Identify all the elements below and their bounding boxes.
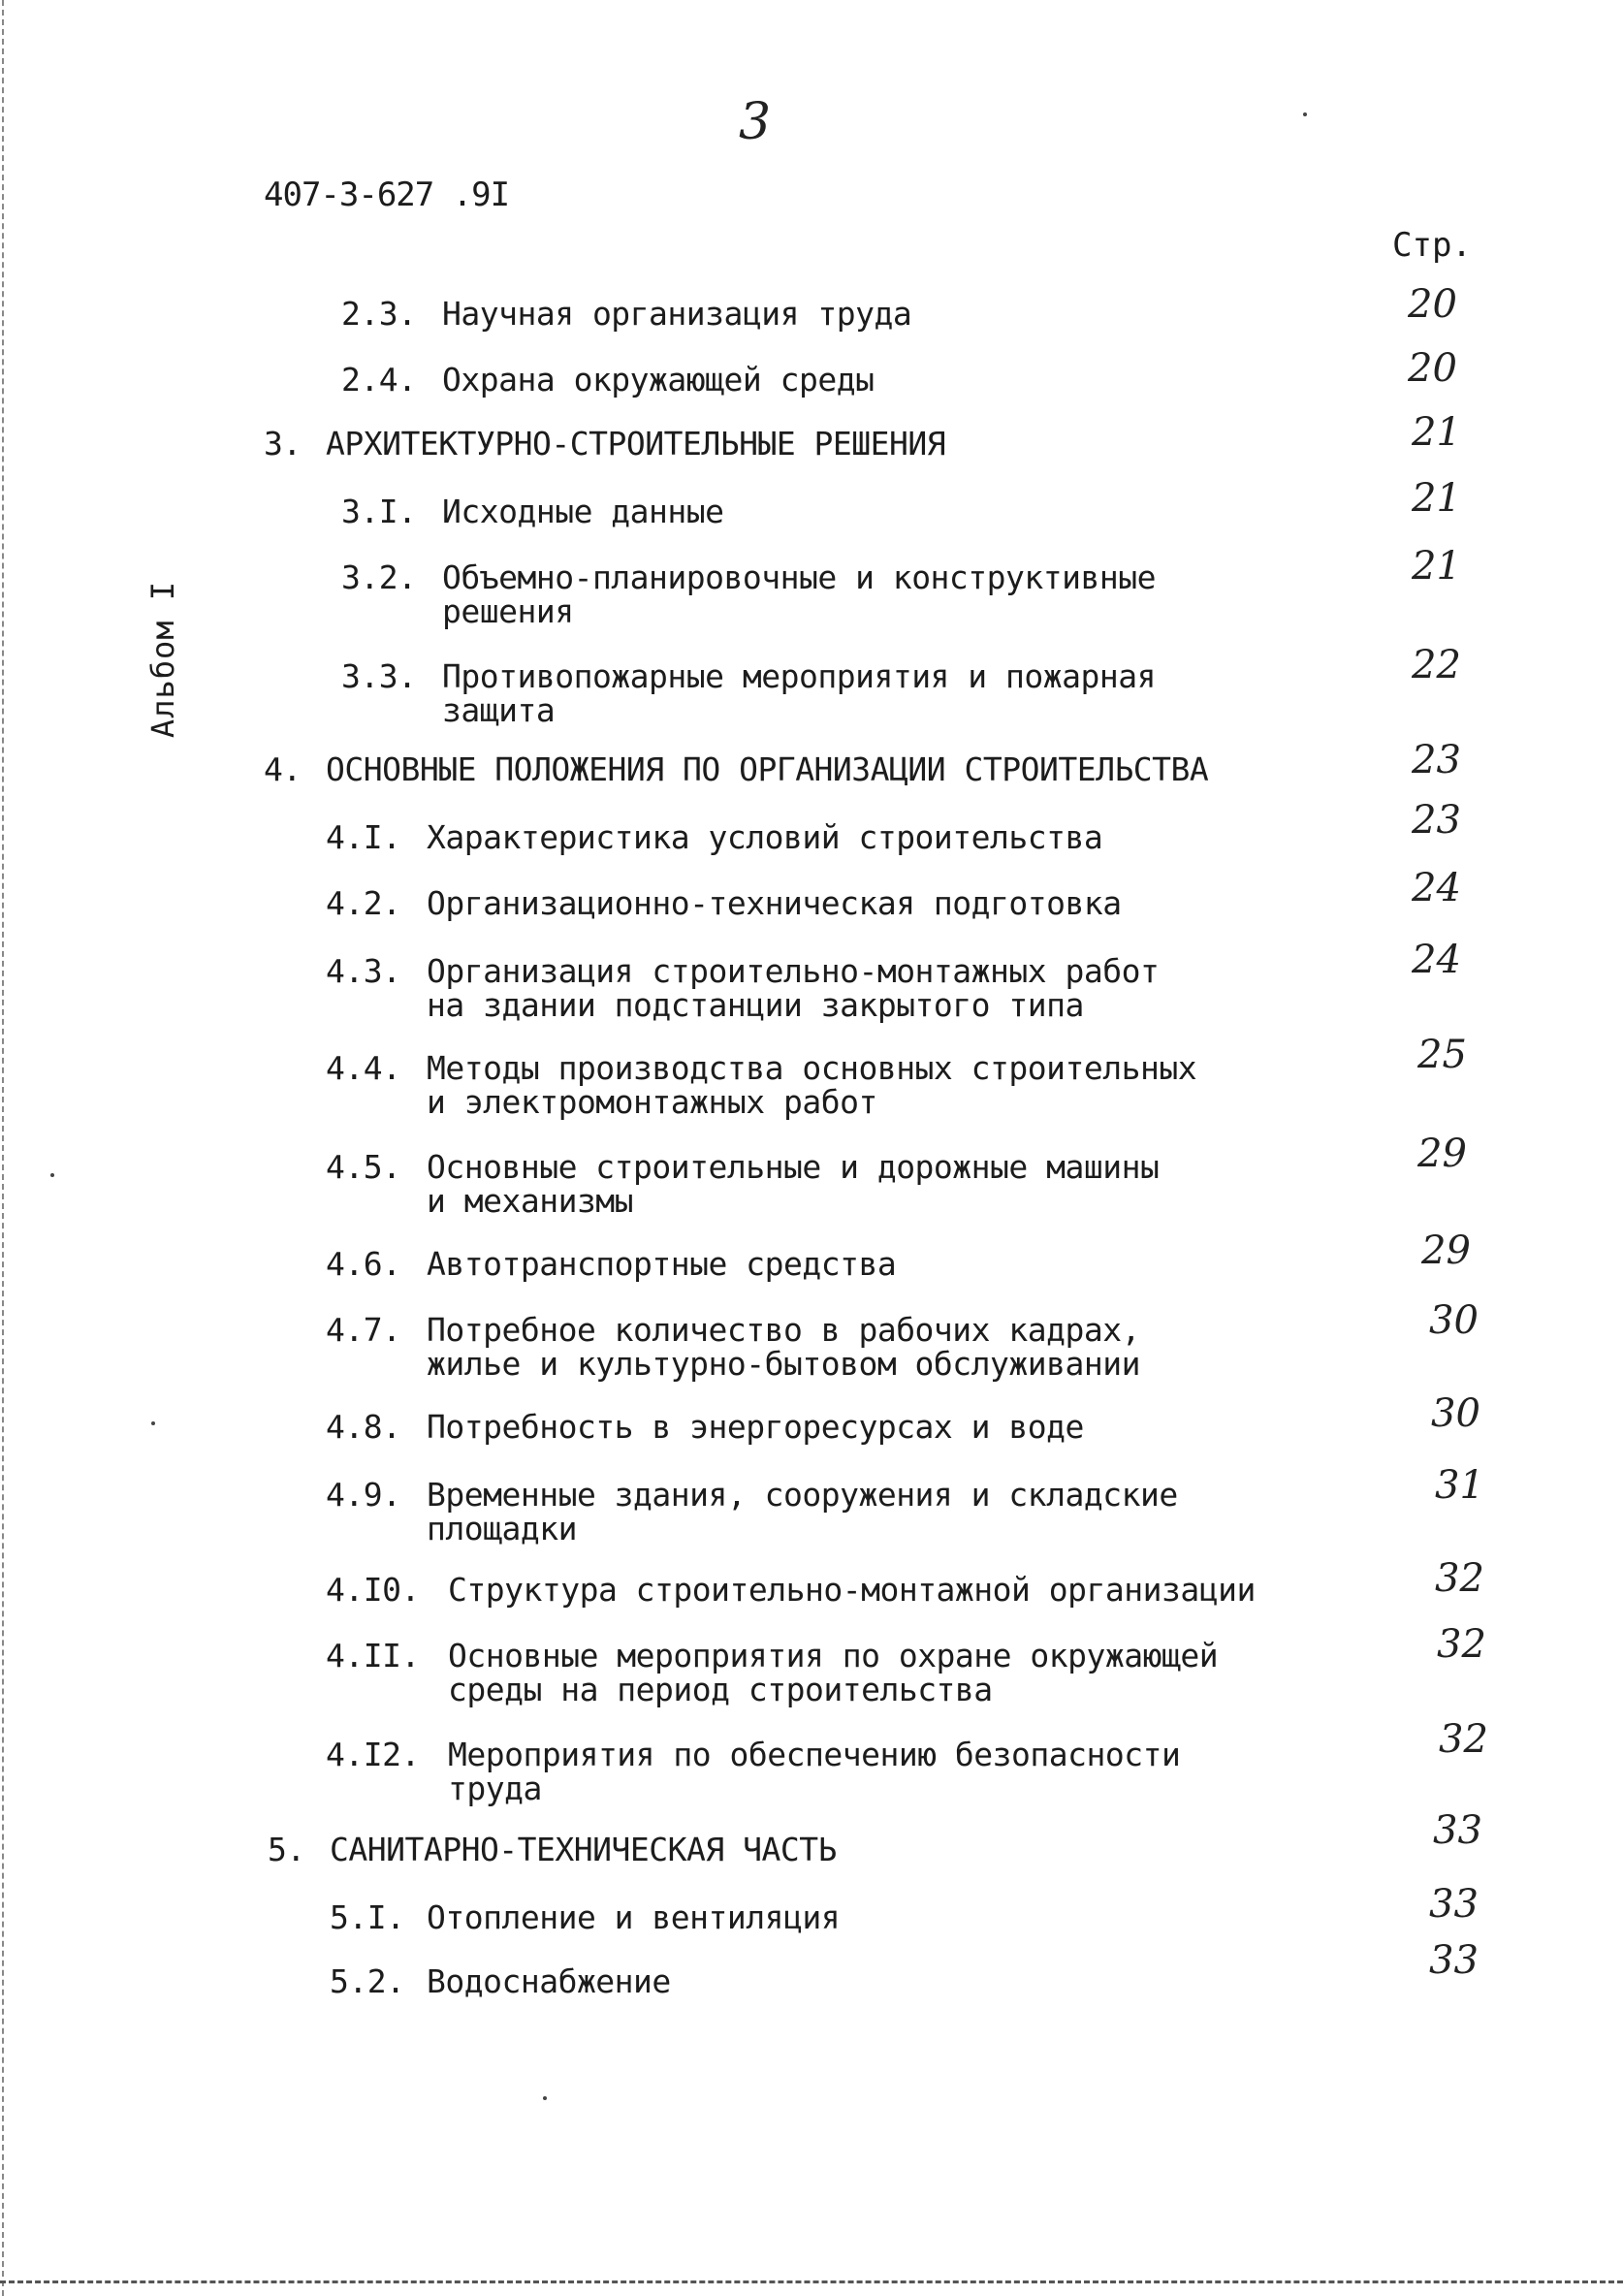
toc-entry-title-line: площадки — [427, 1510, 577, 1547]
toc-entry-page: 21 — [1412, 410, 1461, 455]
toc-entry-title — [326, 427, 945, 461]
toc-entry-title-line: Основные строительные и дорожные машины — [427, 1148, 1160, 1186]
toc-entry-number: 3.2. — [341, 558, 417, 596]
album-label: Альбом I — [144, 580, 181, 739]
toc-entry-title-line: Структура строительно-монтажной организации — [448, 1571, 1256, 1609]
toc-entry-number: 4.2. — [326, 884, 401, 922]
toc-entry-title-line: ОСНОВНЫЕ ПОЛОЖЕНИЯ ПО ОРГАНИЗАЦИИ СТРОИТЕЛЬСТВА — [326, 750, 1209, 788]
toc-entry-number: 4.I0. — [326, 1571, 420, 1609]
toc-entry-title — [427, 820, 1102, 854]
toc-entry-number: 5.I. — [330, 1898, 405, 1936]
toc-entry-title — [442, 363, 874, 397]
toc-entry-number: 3. — [264, 425, 302, 462]
toc-entry-title-line: Организационно-техническая подготовка — [427, 884, 1122, 922]
toc-entry-title-line: труда — [448, 1770, 542, 1807]
toc-entry-page: 32 — [1437, 1622, 1486, 1667]
toc-entry-title-line: Объемно-планировочные и конструктивные — [442, 558, 1156, 596]
toc-entry-title-line: Организация строительно-монтажных работ — [427, 952, 1160, 990]
toc-entry-title-line: Исходные данные — [442, 493, 724, 530]
toc-entry-title-line: Временные здания, сооружения и складские — [427, 1476, 1178, 1514]
toc-entry-title — [448, 1573, 1256, 1607]
toc-entry-title-line: Характеристика условий строительства — [427, 818, 1103, 856]
scan-bottom-edge — [0, 2280, 1623, 2283]
toc-entry-number: 3.3. — [341, 657, 417, 695]
toc-entry-page: 33 — [1433, 1808, 1482, 1853]
toc-entry-title-line: Потребность в энергоресурсах и воде — [427, 1408, 1084, 1446]
toc-entry-title — [442, 494, 724, 528]
toc-entry-page: 29 — [1421, 1228, 1471, 1273]
toc-entry-number: 2.4. — [341, 361, 417, 399]
toc-entry-number: 4. — [264, 750, 302, 788]
toc-entry-page: 24 — [1412, 938, 1461, 982]
toc-entry-title-line: Водоснабжение — [427, 1962, 671, 2000]
scan-speck — [543, 2096, 547, 2100]
toc-entry-number: 4.4. — [326, 1049, 401, 1087]
toc-entry-title — [427, 1478, 1178, 1546]
toc-entry-number: 4.7. — [326, 1311, 401, 1349]
toc-entry-page: 20 — [1408, 282, 1457, 327]
toc-entry-number: 5. — [268, 1831, 305, 1868]
toc-entry-title-line: Охрана окружающей среды — [442, 361, 875, 399]
toc-entry-title-line: среды на период строительства — [448, 1671, 993, 1708]
document-code: 407-3-627 .9I — [264, 175, 510, 214]
page-number: 3 — [739, 93, 772, 151]
toc-entry-title — [427, 886, 1122, 920]
toc-entry-title — [427, 1900, 840, 1934]
toc-entry-page: 23 — [1412, 798, 1461, 843]
toc-entry-page: 20 — [1408, 346, 1457, 391]
toc-entry-title — [448, 1639, 1218, 1706]
toc-entry-title — [442, 659, 1156, 727]
toc-entry-page: 29 — [1417, 1132, 1467, 1176]
toc-entry-title — [326, 752, 1208, 786]
toc-entry-title-line: и механизмы — [427, 1182, 634, 1220]
toc-entry-title-line: жилье и культурно-бытовом обслуживании — [427, 1345, 1140, 1383]
toc-entry-page: 33 — [1429, 1938, 1479, 1983]
toc-entry-title — [427, 1410, 1084, 1444]
scan-speck — [1303, 112, 1307, 116]
toc-entry-page: 30 — [1431, 1391, 1480, 1436]
toc-entry-title-line: Отопление и вентиляция — [427, 1898, 841, 1936]
toc-entry-title-line: решения — [442, 592, 574, 630]
toc-entry-title-line: АРХИТЕКТУРНО-СТРОИТЕЛЬНЫЕ РЕШЕНИЯ — [326, 425, 946, 462]
toc-entry-title — [448, 1738, 1180, 1805]
scan-left-edge — [2, 0, 4, 2296]
toc-entry-number: 4.II. — [326, 1637, 420, 1674]
toc-entry-number: 4.I2. — [326, 1736, 420, 1773]
toc-entry-page: 24 — [1412, 866, 1461, 910]
toc-entry-title — [427, 954, 1159, 1022]
toc-entry-title-line: на здании подстанции закрытого типа — [427, 986, 1084, 1024]
toc-entry-page: 25 — [1417, 1033, 1467, 1077]
toc-entry-title-line: Научная организация труда — [442, 295, 912, 333]
toc-entry-title — [427, 1964, 671, 1998]
toc-entry-number: 5.2. — [330, 1962, 405, 2000]
toc-entry-page: 30 — [1429, 1298, 1479, 1343]
scan-speck — [50, 1173, 54, 1177]
toc-entry-page: 21 — [1412, 476, 1461, 521]
toc-entry-title — [442, 560, 1156, 628]
toc-entry-title-line: САНИТАРНО-ТЕХНИЧЕСКАЯ ЧАСТЬ — [330, 1831, 837, 1868]
toc-entry-number: 2.3. — [341, 295, 417, 333]
page-column-header: Стр. — [1392, 226, 1472, 265]
toc-entry-title — [330, 1833, 837, 1866]
toc-entry-page: 23 — [1412, 738, 1461, 782]
toc-entry-number: 4.5. — [326, 1148, 401, 1186]
toc-entry-title-line: и электромонтажных работ — [427, 1083, 877, 1121]
toc-entry-number: 4.I. — [326, 818, 401, 856]
toc-entry-number: 4.8. — [326, 1408, 401, 1446]
toc-entry-number: 4.6. — [326, 1245, 401, 1283]
toc-entry-title — [427, 1313, 1140, 1381]
toc-entry-title-line: Основные мероприятия по охране окружающей — [448, 1637, 1219, 1674]
toc-entry-page: 22 — [1412, 643, 1461, 687]
toc-entry-page: 31 — [1435, 1463, 1484, 1508]
toc-entry-title — [442, 297, 911, 331]
scan-speck — [151, 1421, 155, 1425]
toc-entry-title-line: Противопожарные мероприятия и пожарная — [442, 657, 1156, 695]
toc-entry-title-line: Автотранспортные средства — [427, 1245, 897, 1283]
toc-entry-page: 33 — [1429, 1882, 1479, 1927]
toc-entry-title — [427, 1247, 896, 1281]
toc-entry-page: 32 — [1439, 1717, 1488, 1762]
toc-entry-title — [427, 1051, 1196, 1119]
toc-entry-number: 3.I. — [341, 493, 417, 530]
toc-entry-title-line: Потребное количество в рабочих кадрах, — [427, 1311, 1140, 1349]
toc-entry-number: 4.9. — [326, 1476, 401, 1514]
toc-entry-number: 4.3. — [326, 952, 401, 990]
toc-entry-title — [427, 1150, 1159, 1218]
toc-entry-title-line: Мероприятия по обеспечению безопасности — [448, 1736, 1181, 1773]
toc-entry-title-line: защита — [442, 691, 556, 729]
toc-entry-title-line: Методы производства основных строительных — [427, 1049, 1197, 1087]
toc-entry-page: 32 — [1435, 1556, 1484, 1601]
toc-entry-page: 21 — [1412, 544, 1461, 589]
